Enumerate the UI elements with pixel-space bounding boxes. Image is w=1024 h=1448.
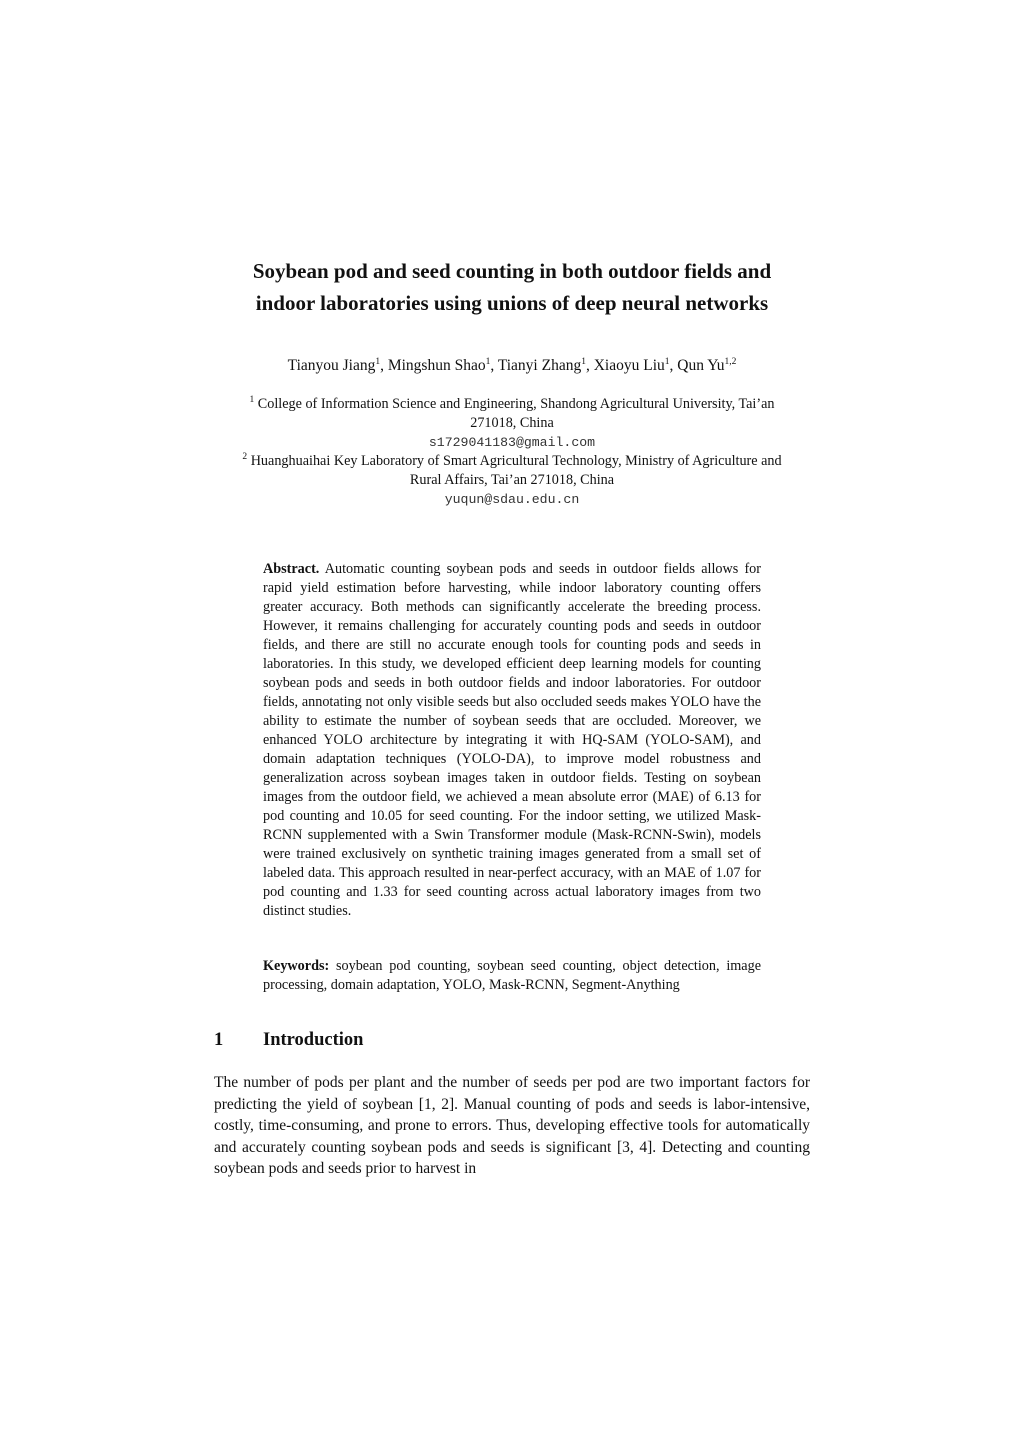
author-affil-marker: 1 [375, 357, 381, 367]
author-email-link[interactable]: s1729041183@gmail.com [428, 435, 596, 450]
affiliation-line: 271018, China [470, 415, 554, 431]
author-name: Tianyi Zhang [497, 357, 582, 374]
keywords-paragraph [263, 957, 761, 995]
abstract-text: Automatic counting soybean pods and seeds in outdoor fields allows for rapid yield estimation before harvesting, while indoor laboratory counting offers greater accuracy. Both methods can significantly accelerate the breeding process. However, it remains challenging for accurately counting pods and seeds in outdoor fields, and there are still no accurate enough tools for counting pods and seeds in laboratories. In this study, we developed efficient deep learning models for counting soybean pods and seeds in both outdoor fields and indoor laboratories. For outdoor fields, annotating not only visible seeds but also occluded seeds makes YOLO have the ability to estimate the number of soybean seeds that are occluded. Moreover, we enhanced YOLO architecture by integrating it with HQ-SAM (YOLO-SAM), and domain adaptation techniques (YOLO-DA), to improve model robustness and generalization across soybean images taken in outdoor fields. Testing on soybean images from the outdoor field, we achieved a mean absolute error (MAE) of 6.13 for pod counting and 10.05 for seed counting. For the indoor setting, we utilized Mask-RCNN supplemented with a Swin Transformer module (Mask-RCNN-Swin), models were trained exclusively on synthetic training images generated from a small set of labeled data. This approach resulted in near-perfect accuracy, with an MAE of 1.07 for pod counting and 1.33 for seed counting across actual laboratory images from two distinct studies. [263, 561, 761, 919]
affiliation-marker: 1 [249, 395, 255, 405]
author-separator: , [380, 357, 388, 374]
affiliation-text: College of Information Science and Engineering, Shandong Agricultural University, Tai’an [254, 396, 775, 412]
affiliation-list [170, 395, 854, 509]
author [498, 357, 586, 374]
author-separator: , [669, 357, 678, 374]
author [677, 357, 736, 374]
author-list [170, 354, 854, 378]
affiliation-line [170, 452, 854, 471]
introduction-body [214, 1072, 810, 1180]
affiliation-line: Rural Affairs, Tai’an 271018, China [409, 472, 615, 488]
title-line-2: indoor laboratories using unions of deep neural networks [255, 291, 769, 315]
author [288, 357, 380, 374]
keywords [263, 957, 761, 995]
author [388, 357, 491, 374]
affiliation-2 [170, 452, 854, 509]
keywords-text: soybean pod counting, soybean seed counting, object detection, image processing, domain adaptation, YOLO, Mask-RCNN, Segment-Anything [263, 958, 761, 993]
affiliation-marker: 2 [242, 452, 248, 462]
keywords-label: Keywords: [263, 958, 330, 974]
abstract-paragraph [263, 560, 761, 921]
author-name: Qun Yu [677, 357, 725, 374]
section-title: Introduction [263, 1030, 364, 1050]
author-name: Mingshun Shao [387, 357, 486, 374]
affiliation-text: Huanghuaihai Key Laboratory of Smart Agricultural Technology, Ministry of Agriculture and [247, 453, 782, 469]
author [594, 357, 670, 374]
section-heading-introduction [214, 1027, 363, 1053]
title-line-1: Soybean pod and seed counting in both outdoor fields and [252, 259, 772, 283]
author-name: Xiaoyu Liu [593, 357, 665, 374]
abstract [263, 560, 761, 921]
author-name: Tianyou Jiang [287, 357, 376, 374]
author-email-link[interactable]: yuqun@sdau.edu.cn [444, 492, 580, 507]
author-affil-marker: 1 [485, 357, 491, 367]
section-number: 1 [214, 1030, 224, 1050]
introduction-paragraph: The number of pods per plant and the number of seeds per pod are two important factors for predicting the yield of soybean [1, 2]. Manual counting of pods and seeds is labor-intensive, costly, time-consuming, and prone to errors. Thus, developing effective tools for automatically and accurately counting soybean pods and seeds is significant [3, 4]. Detecting and counting soybean pods and seeds prior to harvest in [214, 1074, 810, 1177]
affiliation-1 [170, 395, 854, 452]
paper-title [170, 255, 854, 319]
author-affil-marker: 1 [664, 357, 670, 367]
affiliation-line [170, 395, 854, 414]
author-separator: , [585, 357, 594, 374]
author-affil-marker: 1 [581, 357, 586, 367]
author-affil-marker: 1,2 [724, 357, 737, 367]
abstract-label: Abstract. [263, 561, 320, 577]
author-separator: , [490, 357, 498, 374]
